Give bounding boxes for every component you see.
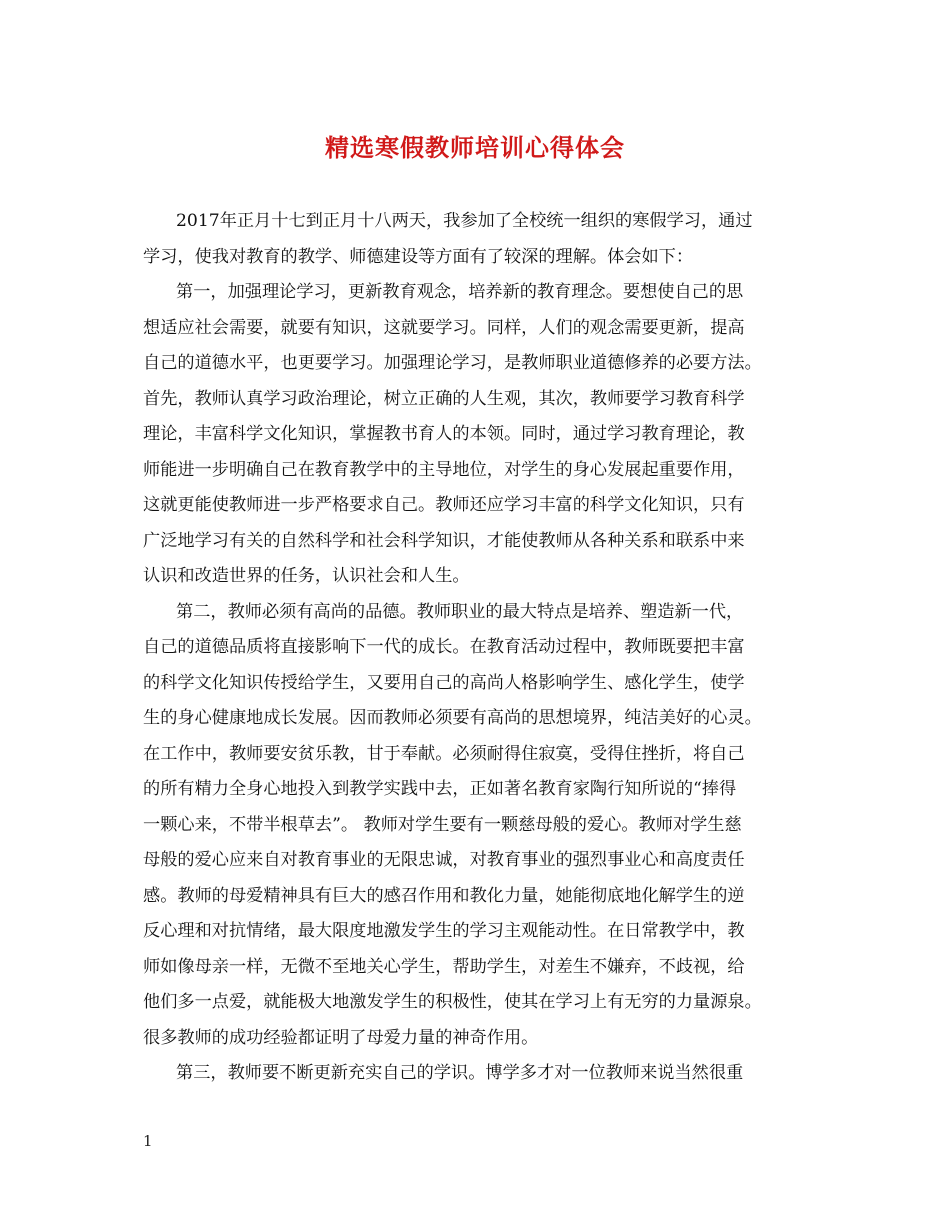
body-line: 母般的爱心应来自对教育事业的无限忠诚，对教育事业的强烈事业心和高度责任 bbox=[143, 850, 745, 870]
body-line: 自己的道德水平，也更要学习。加强理论学习，是教师职业道德修养的必要方法。 bbox=[143, 353, 762, 373]
body-line: 感。教师的母爱精神具有巨大的感召作用和教化力量，她能彻底地化解学生的逆 bbox=[143, 885, 745, 906]
document-title: 精选寒假教师培训心得体会 bbox=[325, 133, 625, 162]
body-line: 的所有精力全身心地投入到教学实践中去，正如著名教育家陶行知所说的“捧得 bbox=[143, 779, 737, 799]
body-line: 第二，教师必须有高尚的品德。教师职业的最大特点是培养、塑造新一代， bbox=[176, 601, 744, 622]
page-number: 1 bbox=[143, 1132, 153, 1150]
body-line: 自己的道德品质将直接影响下一代的成长。在教育活动过程中，教师既要把丰富 bbox=[143, 637, 745, 657]
body-line: 在工作中，教师要安贫乐教，甘于奉献。必须耐得住寂寞，受得住挫折，将自己 bbox=[143, 743, 745, 764]
body-line: 学习，使我对教育的教学、师德建设等方面有了较深的理解。体会如下： bbox=[143, 246, 694, 267]
body-line: 一颗心来，不带半根草去”。 教师对学生要有一颗慈母般的爱心。教师对学生慈 bbox=[143, 814, 742, 835]
body-line: 生的身心健康地成长发展。因而教师必须要有高尚的思想境界，纯洁美好的心灵。 bbox=[143, 708, 762, 728]
body-line: 首先，教师认真学习政治理论，树立正确的人生观，其次，教师要学习教育科学 bbox=[143, 388, 745, 409]
body-line: 的科学文化知识传授给学生，又要用自己的高尚人格影响学生、感化学生，使学 bbox=[143, 672, 745, 693]
body-line: 反心理和对抗情绪，最大限度地激发学生的学习主观能动性。在日常教学中，教 bbox=[143, 921, 745, 941]
body-line: 第三，教师要不断更新充实自己的学识。博学多才对一位教师来说当然很重 bbox=[176, 1063, 744, 1083]
body-line: 他们多一点爱，就能极大地激发学生的积极性，使其在学习上有无穷的力量源泉。 bbox=[143, 992, 762, 1012]
body-line: 广泛地学习有关的自然科学和社会科学知识，才能使教师从各种关系和联系中来 bbox=[143, 530, 745, 551]
body-line: 这就更能使教师进一步严格要求自己。教师还应学习丰富的科学文化知识，只有 bbox=[143, 495, 745, 515]
body-line: 师能进一步明确自己在教育教学中的主导地位，对学生的身心发展起重要作用， bbox=[143, 459, 745, 480]
body-line: 很多教师的成功经验都证明了母爱力量的神奇作用。 bbox=[143, 1027, 539, 1048]
body-line: 理论，丰富科学文化知识，掌握教书育人的本领。同时，通过学习教育理论，教 bbox=[143, 424, 745, 444]
body-line: 想适应社会需要，就要有知识，这就要学习。同样，人们的观念需要更新，提高 bbox=[143, 317, 745, 338]
body-line: 第一，加强理论学习，更新教育观念，培养新的教育理念。要想使自己的思 bbox=[176, 282, 744, 302]
body-line: 认识和改造世界的任务，认识社会和人生。 bbox=[143, 566, 470, 586]
body-line: 2017年正月十七到正月十八两天，我参加了全校统一组织的寒假学习，通过 bbox=[176, 211, 753, 231]
body-line: 师如像母亲一样，无微不至地关心学生，帮助学生，对差生不嫌弃，不歧视，给 bbox=[143, 956, 745, 977]
